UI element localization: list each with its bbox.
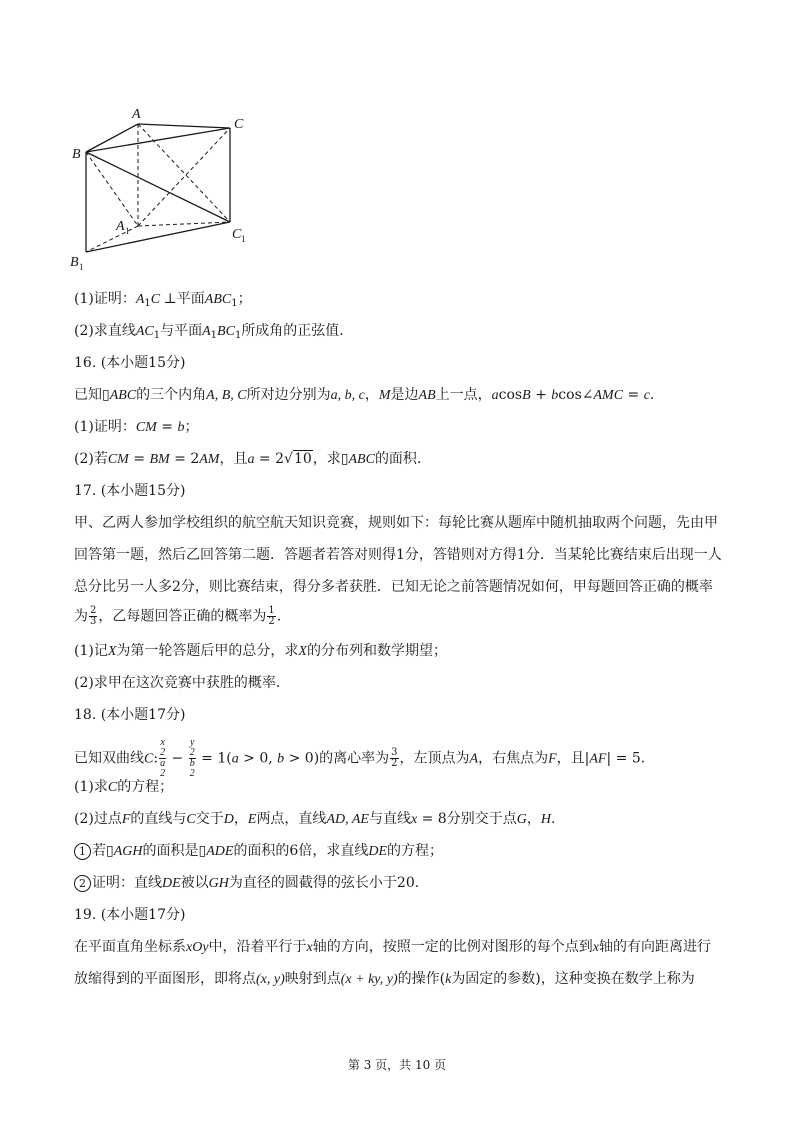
q18-stem: 已知双曲线C: x 2 a 2 − y 2 b 2 = 1(a > 0, b > 0)的离心率为 $\frac{3}{2}$ ，左顶点为A，右焦点为F，且|AF| = 5. — [74, 737, 646, 779]
q18-subpart1: 1 若▯AGH的面积是▯ADE的面积的6倍，求直线DE的方程； — [74, 842, 754, 861]
edge-AC1 — [138, 124, 230, 222]
hidden-edges — [86, 124, 230, 252]
edge-B1C1 — [86, 222, 230, 252]
q16-heading: 16. (本小题15分) — [74, 355, 186, 371]
q17-part2: (2)求甲在这次竞赛中获胜的概率. — [74, 675, 281, 691]
edge-BA1 — [86, 152, 138, 226]
q18-part2: (2)过点F的直线与C交于D，E两点，直线AD, AE与直线x = 8分别交于点G，H. — [74, 811, 556, 827]
fraction-2-3: $\frac{2}{3}$ — [90, 605, 97, 627]
edge-A1C — [138, 128, 230, 226]
page-footer: 第 3 页，共 10 页 — [347, 1058, 447, 1072]
q17-heading: 17. (本小题15分) — [74, 483, 186, 499]
q17-line4: 为 $\frac{2}{3}$ ，乙每题回答正确的概率为 $\frac{1}{2}$ . — [74, 605, 282, 627]
label-C1-sub: 1 — [241, 234, 246, 244]
q19-heading: 19. (本小题17分) — [74, 907, 186, 923]
label-C1: C — [232, 227, 242, 242]
q17-part1: (1)记X为第一轮答题后甲的总分，求X的分布列和数学期望； — [74, 643, 447, 659]
q16-stem: 已知▯ABC的三个内角A, B, C所对边分别为a, b, c，M是边AB上一点，acosB + bcos∠AMC = c. — [74, 387, 655, 403]
q17-line3: 总分比另一人多2分，则比赛结束，得分多者获胜．已知无论之前答题情况如何，甲每题回答正确的概率 — [74, 579, 713, 595]
label-B1: B — [70, 255, 79, 270]
q19-line2: 放缩得到的平面图形，即将点(x, y)映射到点(x + ky, y)的操作(k为固定的参数)，这种变换在数学上称为 — [74, 971, 695, 987]
label-A1: A — [116, 219, 125, 234]
q15-part1: (1)证明：$A_1C$ ⊥平面$ABC_1$； — [74, 291, 252, 309]
fraction-1-2: $\frac{1}{2}$ — [268, 605, 275, 627]
label-B: B — [72, 147, 81, 162]
edge-A1B1 — [86, 226, 138, 252]
edge-BC1 — [86, 152, 230, 222]
circled-number-1: 1 — [74, 843, 91, 860]
circled-number-2: 2 — [74, 875, 91, 892]
prism-figure — [60, 100, 260, 270]
edge-AC — [138, 124, 230, 128]
q18-part1: (1)求C的方程； — [74, 779, 174, 795]
q17-line1: 甲、乙两人参加学校组织的航空航天知识竞赛，规则如下：每轮比赛从题库中随机抽取两个问题，先由甲 — [74, 515, 718, 531]
q15-part2: (2)求直线$AC_1$与平面$A_1BC_1$所成角的正弦值. — [74, 323, 344, 341]
q17-line2: 回答第一题，然后乙回答第二题．答题者若答对则得1分，答错则对方得1分．当某轮比赛结束后出现一人 — [74, 547, 722, 563]
label-A1-sub: 1 — [125, 226, 130, 236]
q19-line1: 在平面直角坐标系xOy中，沿着平行于x轴的方向，按照一定的比例对图形的每个点到x轴的有向距离进行 — [74, 939, 711, 955]
q18-subpart2: 2 证明：直线DE被以GH为直径的圆截得的弦长小于20. — [74, 874, 754, 893]
fraction-3-2: $\frac{3}{2}$ — [391, 747, 398, 769]
fraction-x2-a2: x 2 a 2 — [160, 737, 166, 779]
label-A: A — [132, 107, 141, 122]
label-C: C — [234, 117, 244, 132]
solid-edges — [86, 124, 230, 252]
label-B1-sub: 1 — [79, 262, 84, 270]
q16-part2: (2)若CM = BM = 2AM，且a = 2√10，求▯ABC的面积. — [74, 451, 422, 467]
fraction-y2-b2: y 2 b 2 — [189, 737, 195, 779]
q16-part1: (1)证明：CM = b； — [74, 419, 199, 435]
q18-heading: 18. (本小题17分) — [74, 707, 186, 723]
